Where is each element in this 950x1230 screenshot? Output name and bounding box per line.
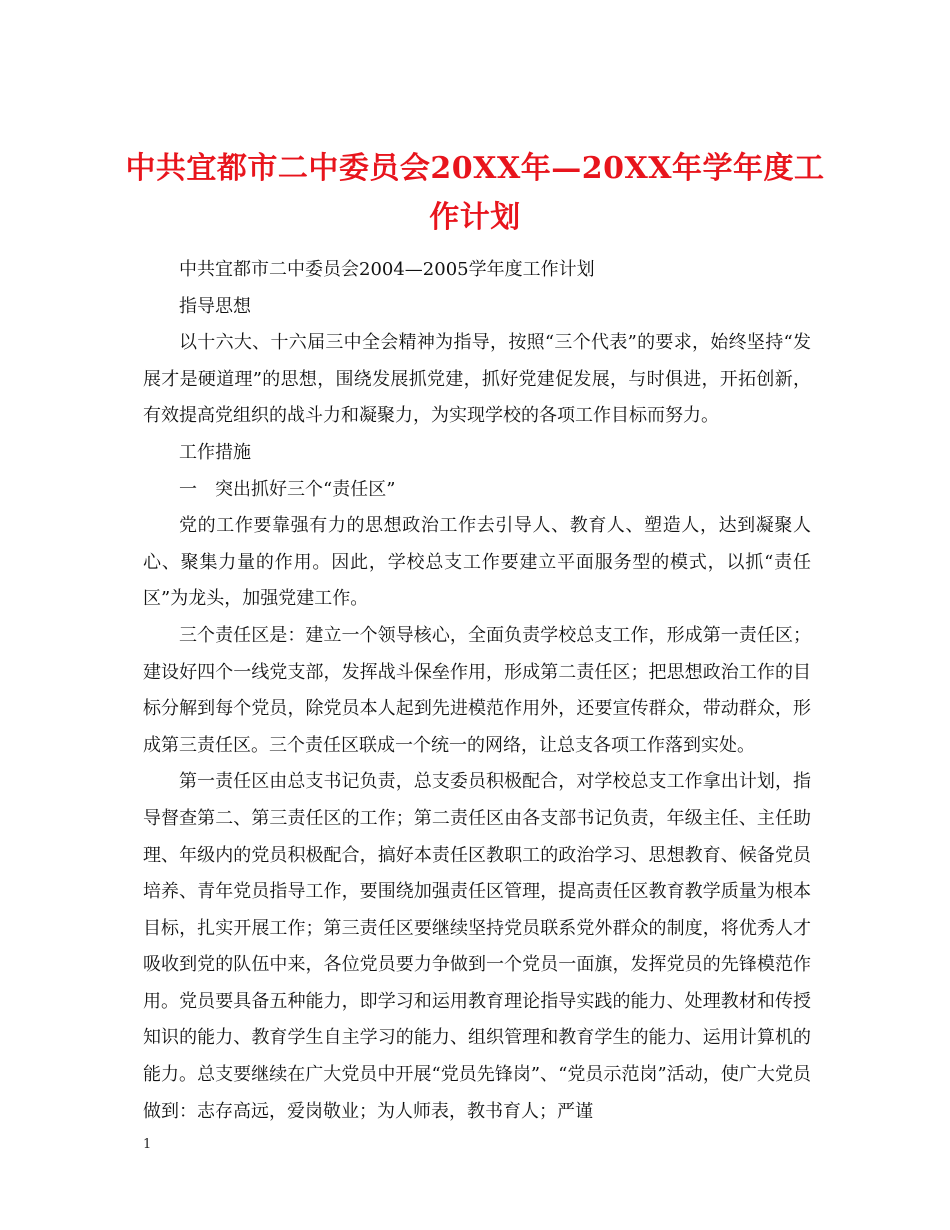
document-title: 中共宜都市二中委员会20XX年—20XX年学年度工作计划 bbox=[125, 151, 825, 236]
paragraph-three-zones: 三个责任区是：建立一个领导核心，全面负责学校总支工作，形成第一责任区；建设好四个一线党支部，发挥战斗保垒作用，形成第二责任区；把思想政治工作的目标分解到每个党员，除党员本人起到先进模范作用外，还要宣传群众，带动群众，形成第三责任区。三个责任区联成一个统一的网络，让总支各项工作落到实处。 bbox=[143, 624, 811, 756]
paragraph-party-work: 党的工作要靠强有力的思想政治工作去引导人、教育人、塑造人，达到凝聚人心、聚集力量的作用。因此，学校总支工作要建立平面服务型的模式，以抓“责任区”为龙头，加强党建工作。 bbox=[143, 515, 811, 610]
page-number: 1 bbox=[143, 1137, 152, 1152]
heading-guiding-thought: 指导思想 bbox=[179, 295, 251, 317]
paragraph-first-zone: 第一责任区由总支书记负责，总支委员积极配合，对学校总支工作拿出计划，指导督查第二、第三责任区的工作；第二责任区由各支部书记负责，年级主任、主任助理、年级内的党员积极配合，搞好本责任区教职工的政治学习、思想教育、候备党员培养、青年党员指导工作，要围绕加强责任区管理，提高责任区教育教学质量为根本目标，扎实开展工作；第三责任区要继续坚持党员联系党外群众的制度，将优秀人才吸收到党的队伍中来，各位党员要力争做到一个党员一面旗，发挥党员的先锋模范作用。党员要具备五种能力，即学习和运用教育理论指导实践的能力、处理教材和传授知识的能力、教育学生自主学习的能力、组织管理和教育学生的能力、运用计算机的能力。总支要继续在广大党员中开展“党员先锋岗”、“党员示范岗”活动，使广大党员做到：志存高远，爱岗敬业；为人师表，教书育人；严谨 bbox=[143, 771, 811, 1122]
heading-section-one: 一 突出抓好三个“责任区” bbox=[179, 478, 396, 500]
paragraph-guiding-thought: 以十六大、十六届三中全会精神为指导，按照“三个代表”的要求，始终坚持“发展才是硬道理”的思想，围绕发展抓党建，抓好党建促发展，与时俱进，开拓创新，有效提高党组织的战斗力和凝聚力，为实现学校的各项工作目标而努力。 bbox=[143, 332, 811, 427]
heading-work-measures: 工作措施 bbox=[179, 441, 251, 463]
paragraph-subtitle: 中共宜都市二中委员会2004—2005学年度工作计划 bbox=[179, 259, 595, 280]
document-body bbox=[143, 252, 811, 1130]
